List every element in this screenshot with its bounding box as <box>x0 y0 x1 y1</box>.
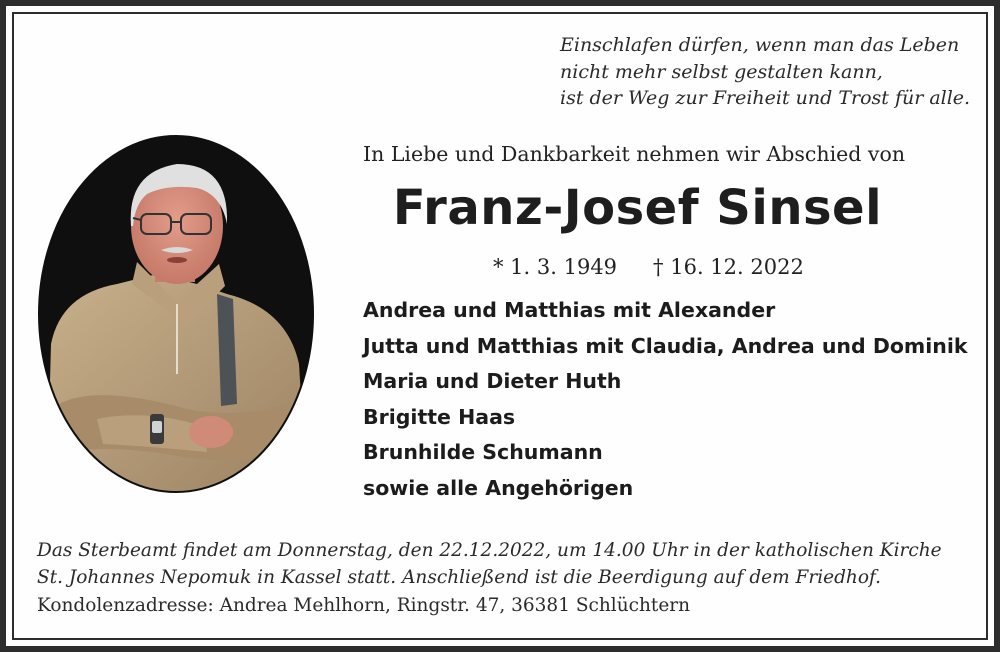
memorial-quote <box>560 32 971 112</box>
mourner-line: Brunhilde Schumann <box>363 440 603 465</box>
mourner-line: Maria und Dieter Huth <box>363 369 622 394</box>
mourners-list <box>363 293 968 507</box>
mourner-line: Jutta und Matthias mit Claudia, Andrea und Dominik <box>363 333 968 358</box>
farewell-intro: In Liebe und Dankbarkeit nehmen wir Abschied von <box>363 142 906 166</box>
life-dates <box>493 255 804 279</box>
mourner-line: Andrea und Matthias mit Alexander <box>363 298 776 322</box>
mourner-line: Brigitte Haas <box>363 404 516 429</box>
death-date: † 16. 12. 2022 <box>653 255 804 279</box>
condolence-address: Kondolenzadresse: Andrea Mehlhorn, Ringstr. 47, 36381 Schlüchtern <box>37 595 691 616</box>
quote-line: Einschlafen dürfen, wenn man das Leben <box>560 34 960 56</box>
birth-date: * 1. 3. 1949 <box>493 255 618 279</box>
service-line: Das Sterbeamt findet am Donnerstag, den 22.12.2022, um 14.00 Uhr in der katholischen Kirche <box>37 540 942 561</box>
quote-line: ist der Weg zur Freiheit und Trost für alle. <box>560 87 971 109</box>
quote-line: nicht mehr selbst gestalten kann, <box>560 60 883 83</box>
funeral-service-info <box>37 537 942 591</box>
service-line: St. Johannes Nepomuk in Kassel statt. Anschließend ist die Beerdigung auf dem Friedhof. <box>37 567 882 588</box>
deceased-name: Franz-Josef Sinsel <box>392 180 883 236</box>
mourner-line: sowie alle Angehörigen <box>363 475 634 500</box>
